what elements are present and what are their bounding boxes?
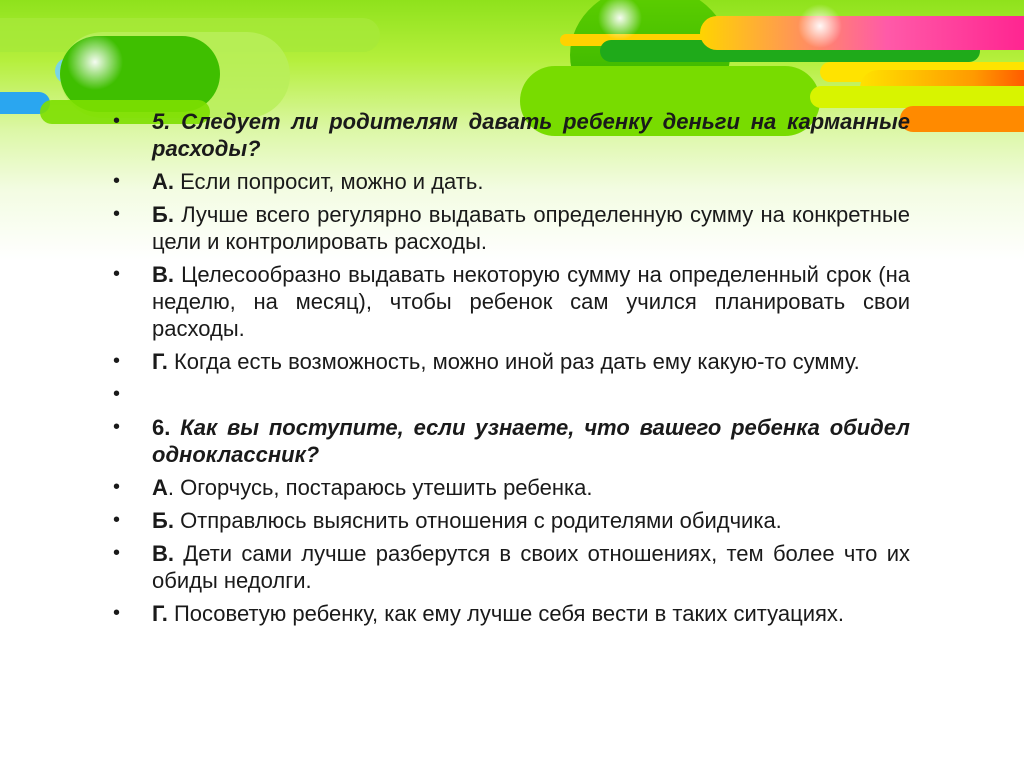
answer-text: Целесообразно выдавать некоторую сумму на определенный срок (на неделю, на месяц), чтобы ребенок сам учился планировать свои расходы.: [152, 262, 910, 341]
list-item: [110, 261, 910, 342]
empty-list-item: [110, 381, 910, 408]
list-item: [110, 540, 910, 594]
item-prefix: Г.: [152, 349, 168, 374]
answer-text: Если попросит, можно и дать.: [180, 169, 484, 194]
list-item: [110, 600, 910, 627]
list-item: [110, 201, 910, 255]
question-6-text: Как вы поступите, если узнаете, что вашего ребенка обидел одноклассник?: [152, 415, 910, 467]
item-prefix: А: [152, 475, 168, 500]
answer-text: Посоветую ребенку, как ему лучше себя вести в таких ситуациях.: [173, 601, 845, 626]
item-prefix: Б.: [152, 202, 174, 227]
item-prefix: Г.: [152, 601, 168, 626]
list-item: [110, 474, 910, 501]
list-item: [110, 348, 910, 375]
question-list-container: [110, 108, 910, 633]
answer-text: Дети сами лучше разберутся в своих отношениях, тем более что их обиды недолги.: [152, 541, 910, 593]
list-item: [110, 507, 910, 534]
answer-text: Когда есть возможность, можно иной раз дать ему какую-то сумму.: [173, 349, 860, 374]
item-prefix: В.: [152, 262, 174, 287]
item-prefix: В.: [152, 541, 174, 566]
question-5-text: Следует ли родителям давать ребенку деньги на карманные расходы?: [152, 109, 910, 161]
list-item: [110, 108, 910, 162]
list-item: [110, 168, 910, 195]
item-prefix: 6.: [152, 415, 171, 440]
answer-text: . Огорчусь, постараюсь утешить ребенка.: [167, 475, 593, 500]
item-prefix: А.: [152, 169, 174, 194]
list-item: [110, 414, 910, 468]
item-prefix: 5.: [152, 109, 171, 134]
answer-text: Отправлюсь выяснить отношения с родителями обидчика.: [180, 508, 782, 533]
answer-text: Лучше всего регулярно выдавать определенную сумму на конкретные цели и контролировать расходы.: [152, 202, 910, 254]
item-prefix: Б.: [152, 508, 174, 533]
bullet-list: [110, 108, 910, 627]
